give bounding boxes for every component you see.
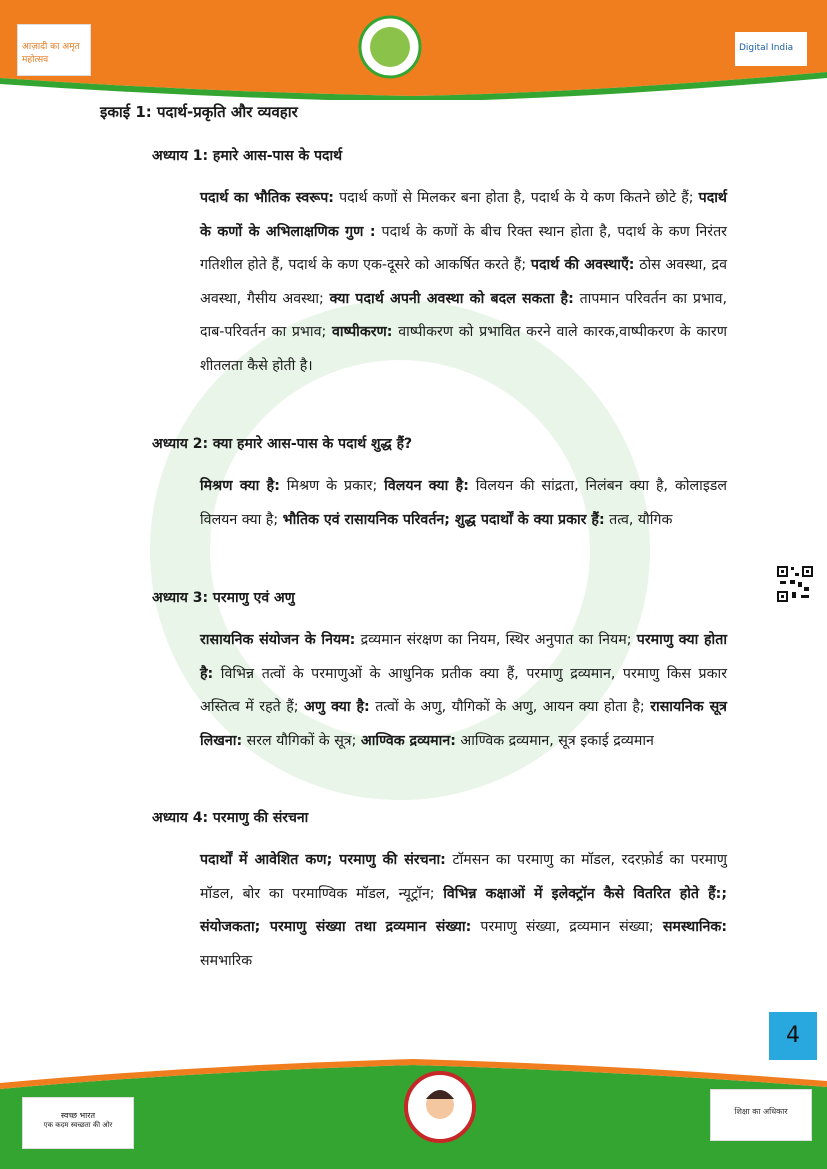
chapter-4-text xyxy=(200,844,727,978)
topic-heading: विभिन्न कक्षाओं में इलेक्ट्रॉन कैसे वितरित होते हैं:; संयोजकता; परमाणु संख्या तथा द्रव्यमान संख्या: xyxy=(200,885,728,935)
unit-title: इकाई 1: पदार्थ-प्रकृति और व्यवहार xyxy=(100,103,298,121)
topic-details: वाष्पीकरण को प्रभावित करने वाले कारक,वाष्पीकरण के कारण शीतलता कैसे होती है। xyxy=(200,324,727,374)
digital-india-logo-text: Digital India xyxy=(739,43,794,53)
rte-logo-text: शिक्षा का अधिकार xyxy=(734,1107,788,1116)
chapter-2-text xyxy=(200,470,727,537)
topic-heading: पदार्थ का भौतिक स्वरूप: xyxy=(200,190,334,206)
topic-details: तत्वों के अणु, यौगिकों के अणु, आयन क्या होता है; xyxy=(369,699,651,715)
swachh-bharat-text: स्वच्छ भारत xyxy=(60,1111,96,1120)
swachh-bharat-caption: एक कदम स्वच्छता की ओर xyxy=(43,1121,113,1129)
topic-heading: मिश्रण क्या है: xyxy=(200,478,280,494)
topic-heading: पदार्थ के कणों के अभिलाक्षणिक गुण : xyxy=(200,190,727,240)
topic-heading: आण्विक द्रव्यमान: xyxy=(360,732,456,749)
chapter-3-text xyxy=(200,624,727,758)
chapter-1-text xyxy=(200,182,727,383)
header-band xyxy=(0,0,827,100)
topic-details: द्रव्यमान संरक्षण का नियम, स्थिर अनुपात का नियम; xyxy=(355,632,637,648)
chapter-3-title: अध्याय 3: परमाणु एवं अणु xyxy=(152,590,295,606)
swachh-bharat-logo xyxy=(22,1097,134,1149)
topic-heading: रासायनिक संयोजन के नियम: xyxy=(200,632,356,648)
azadi-logo-text: आज़ादी का अमृत महोत्सव xyxy=(22,42,80,65)
topic-details: विभिन्न तत्वों के परमाणुओं के आधुनिक प्रतीक क्या हैं, परमाणु द्रव्यमान, परमाणु किस प्रकार अस्तित्व में रहते हैं; xyxy=(200,665,727,715)
topic-heading: पदार्थों में आवेशित कण; परमाणु की संरचना: xyxy=(200,852,446,868)
topic-details: पदार्थ कणों से मिलकर बना होता है, पदार्थ के ये कण कितने छोटे हैं; xyxy=(333,190,699,206)
chapter-2-title: अध्याय 2: क्या हमारे आस-पास के पदार्थ शुद्ध हैं? xyxy=(152,436,413,452)
page-number-badge: 4 xyxy=(769,1012,817,1060)
topic-heading: रासायनिक सूत्र लिखना: xyxy=(200,699,727,749)
chapter-4-title: अध्याय 4: परमाणु की संरचना xyxy=(152,810,309,826)
topic-details: आण्विक द्रव्यमान, सूत्र इकाई द्रव्यमान xyxy=(455,732,654,749)
topic-details: सरल यौगिकों के सूत्र; xyxy=(242,732,361,749)
topic-heading: परमाणु क्या होता है: xyxy=(200,632,727,682)
topic-details: परमाणु संख्या, द्रव्यमान संख्या; xyxy=(471,919,663,935)
topic-details: पदार्थ के कणों के बीच रिक्त स्थान होता है, पदार्थ के कण निरंतर गतिशील होते हैं, पदार्थ के कण एक-दूसरे को आकर्षित करते हैं; xyxy=(200,223,727,273)
right-to-education-logo xyxy=(710,1089,812,1141)
topic-heading: विलयन क्या है: xyxy=(384,478,469,494)
topic-heading: समस्थानिक: xyxy=(662,919,727,935)
azadi-logo xyxy=(17,24,91,76)
chapter-1-title: अध्याय 1: हमारे आस-पास के पदार्थ xyxy=(152,148,343,164)
topic-details: तापमान परिवर्तन का प्रभाव, दाब-परिवर्तन का प्रभाव; xyxy=(200,290,727,340)
topic-details: मिश्रण के प्रकार; xyxy=(279,478,385,494)
topic-details: समभारिक xyxy=(200,952,253,969)
topic-details: टॉमसन का परमाणु का मॉडल, रदरफ़ोर्ड का परमाणु मॉडल, बोर का परमाण्विक मॉडल, न्यूट्रॉन; xyxy=(200,852,727,902)
topic-heading: वाष्पीकरण: xyxy=(331,324,393,340)
topic-details: विलयन की सांद्रता, निलंबन क्या है, कोलाइडल विलयन क्या है; xyxy=(200,478,727,528)
topic-heading: अणु क्या है: xyxy=(304,699,370,715)
digital-india-logo xyxy=(735,32,807,66)
topic-heading: भौतिक एवं रासायनिक परिवर्तन; शुद्ध पदार्थों के क्या प्रकार हैं: xyxy=(282,511,605,528)
qr-code-icon[interactable] xyxy=(776,565,814,603)
topic-details: ठोस अवस्था, द्रव अवस्था, गैसीय अवस्था; xyxy=(200,257,727,307)
topic-details: तत्व, यौगिक xyxy=(604,511,673,528)
topic-heading: क्या पदार्थ अपनी अवस्था को बदल सकता है: xyxy=(329,290,574,307)
topic-heading: पदार्थ की अवस्थाएँ: xyxy=(530,257,635,273)
